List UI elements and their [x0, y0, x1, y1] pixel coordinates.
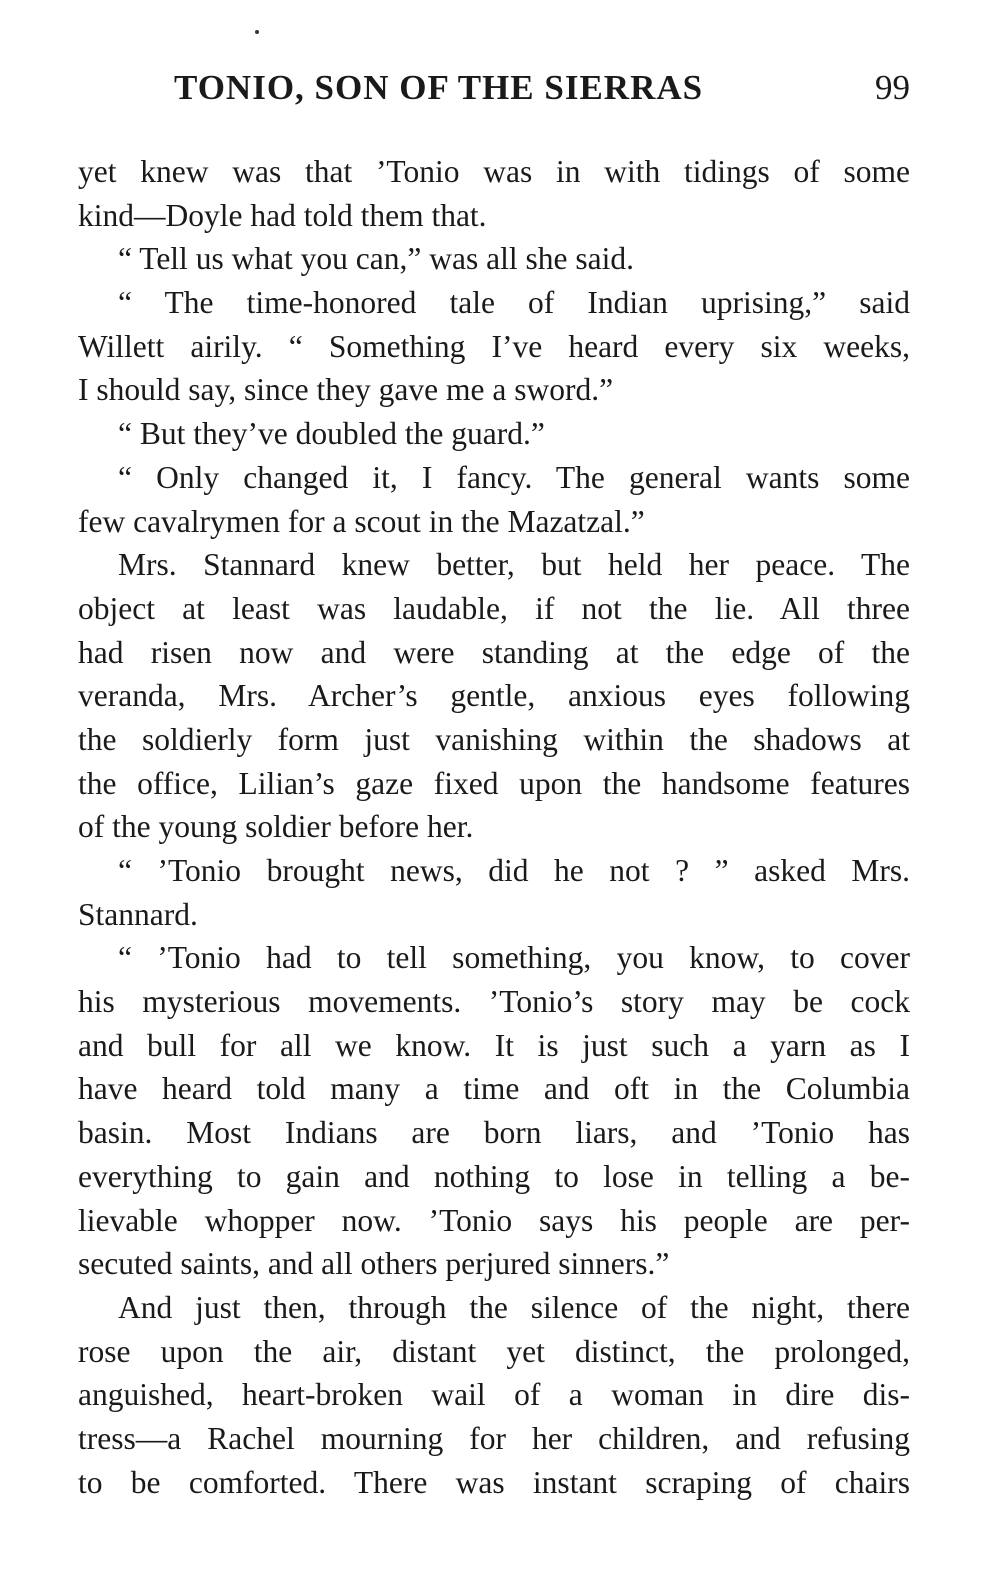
body-text — [78, 150, 910, 1504]
text-line: object at least was laudable, if not the lie. All three — [78, 590, 910, 626]
text-line: the soldierly form just vanishing within the shadows at — [78, 721, 910, 757]
text-line: the office, Lilian’s gaze fixed upon the handsome features — [78, 765, 910, 801]
text-line: “ The time-honored tale of Indian uprising,” said — [118, 285, 910, 321]
text-line: had risen now and were standing at the edge of the — [78, 634, 910, 670]
text-line: lievable whopper now. ’Tonio says his people are per- — [78, 1202, 910, 1238]
text-line: anguished, heart-broken wail of a woman in dire dis- — [78, 1377, 910, 1413]
text-line: yet knew was that ’Tonio was in with tidings of some — [78, 154, 910, 189]
page-number: 99 — [875, 68, 910, 107]
text-line: I should say, since they gave me a sword.” — [78, 372, 614, 408]
text-line: rose upon the air, distant yet distinct, the prolonged, — [78, 1333, 910, 1369]
text-line: Mrs. Stannard knew better, but held her peace. The — [118, 547, 910, 583]
running-head — [174, 68, 910, 120]
text-line: have heard told many a time and oft in the Columbia — [78, 1071, 910, 1107]
text-line: to be comforted. There was instant scraping of chairs — [78, 1464, 910, 1500]
text-line: “ But they’ve doubled the guard.” — [118, 416, 545, 452]
text-line: of the young soldier before her. — [78, 809, 474, 845]
text-line: his mysterious movements. ’Tonio’s story may be cock — [78, 984, 910, 1020]
text-line: everything to gain and nothing to lose in telling a be- — [78, 1158, 910, 1194]
text-line: Stannard. — [78, 896, 198, 932]
running-title: TONIO, SON OF THE SIERRAS — [174, 68, 704, 107]
text-line: kind—Doyle had told them that. — [78, 197, 487, 233]
print-speck — [255, 30, 259, 34]
text-line: “ ’Tonio had to tell something, you know, to cover — [118, 940, 910, 976]
text-line: Willett airily. “ Something I’ve heard every six weeks, — [78, 328, 910, 364]
text-line: “ Tell us what you can,” was all she said. — [118, 241, 634, 277]
text-line: tress—a Rachel mourning for her children, and refusing — [78, 1420, 910, 1456]
text-line: And just then, through the silence of the night, there — [118, 1289, 910, 1325]
text-line: veranda, Mrs. Archer’s gentle, anxious eyes following — [78, 678, 910, 714]
text-line: secuted saints, and all others perjured sinners.” — [78, 1246, 670, 1282]
text-line: and bull for all we know. It is just such a yarn as I — [78, 1027, 910, 1063]
text-line: few cavalrymen for a scout in the Mazatzal.” — [78, 503, 645, 539]
text-line: basin. Most Indians are born liars, and ’Tonio has — [78, 1115, 910, 1151]
text-line: “ ’Tonio brought news, did he not ? ” asked Mrs. — [118, 853, 910, 888]
text-line: “ Only changed it, I fancy. The general wants some — [118, 459, 910, 495]
